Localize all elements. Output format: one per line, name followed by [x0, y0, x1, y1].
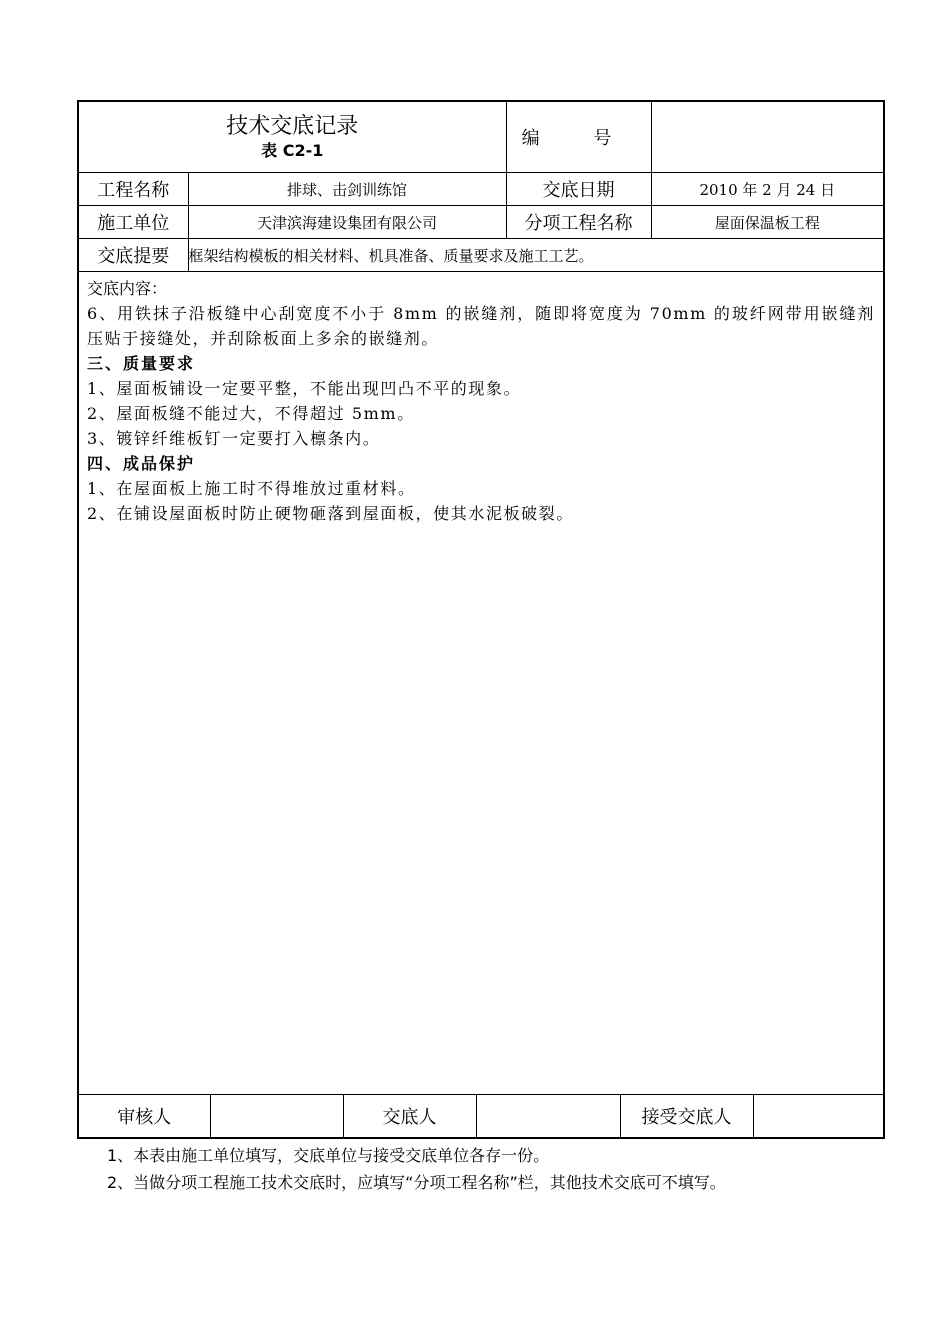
- subproject-label: 分项工程名称: [506, 206, 651, 239]
- form-code: 表 C2-1: [261, 141, 324, 160]
- subproject-value[interactable]: 屋面保温板工程: [651, 206, 884, 239]
- discloser-label: 交底人: [343, 1095, 476, 1139]
- project-name-value[interactable]: 排球、击剑训练馆: [188, 173, 506, 206]
- footnote: 2、当做分项工程施工技术交底时，应填写“分项工程名称”栏，其他技术交底可不填写。: [107, 1173, 726, 1192]
- number-label: 编 号: [506, 101, 651, 173]
- step-6-text: 6、用铁抹子沿板缝中心刮宽度不小于 8mm 的嵌缝剂，随即将宽度为 70mm 的玻纤网带用嵌缝剂压贴于接缝处，并刮除板面上多余的嵌缝剂。: [87, 304, 876, 348]
- date-value[interactable]: 2010 年 2 月 24 日: [651, 173, 884, 206]
- receiver-label: 接受交底人: [620, 1095, 753, 1139]
- discloser-value[interactable]: [476, 1095, 620, 1139]
- builder-value[interactable]: 天津滨海建设集团有限公司: [188, 206, 506, 239]
- quality-item: 2、屋面板缝不能过大，不得超过 5mm。: [87, 404, 415, 423]
- disclosure-form: [77, 100, 885, 1139]
- protection-item: 2、在铺设屋面板时防止硬物砸落到屋面板，使其水泥板破裂。: [87, 504, 574, 523]
- summary-label: 交底提要: [78, 239, 188, 272]
- date-label: 交底日期: [506, 173, 651, 206]
- section-quality-title: 三、质量要求: [87, 354, 196, 373]
- protection-item: 1、在屋面板上施工时不得堆放过重材料。: [87, 479, 416, 498]
- footnotes: [107, 1142, 726, 1196]
- number-value[interactable]: [651, 101, 884, 173]
- quality-item: 1、屋面板铺设一定要平整，不能出现凹凸不平的现象。: [87, 379, 522, 398]
- content-heading: 交底内容：: [87, 279, 168, 298]
- form-title-cell: [78, 101, 506, 173]
- section-protection-title: 四、成品保护: [87, 454, 196, 473]
- reviewer-label: 审核人: [78, 1095, 210, 1139]
- reviewer-value[interactable]: [210, 1095, 343, 1139]
- quality-item: 3、镀锌纤维板钉一定要打入檩条内。: [87, 429, 381, 448]
- receiver-value[interactable]: [753, 1095, 884, 1139]
- summary-value[interactable]: 框架结构模板的相关材料、机具准备、质量要求及施工工艺。: [188, 239, 884, 272]
- content-body[interactable]: [78, 272, 884, 1095]
- form-title: 技术交底记录: [226, 114, 359, 139]
- footnote: 1、本表由施工单位填写，交底单位与接受交底单位各存一份。: [107, 1146, 550, 1165]
- project-name-label: 工程名称: [78, 173, 188, 206]
- builder-label: 施工单位: [78, 206, 188, 239]
